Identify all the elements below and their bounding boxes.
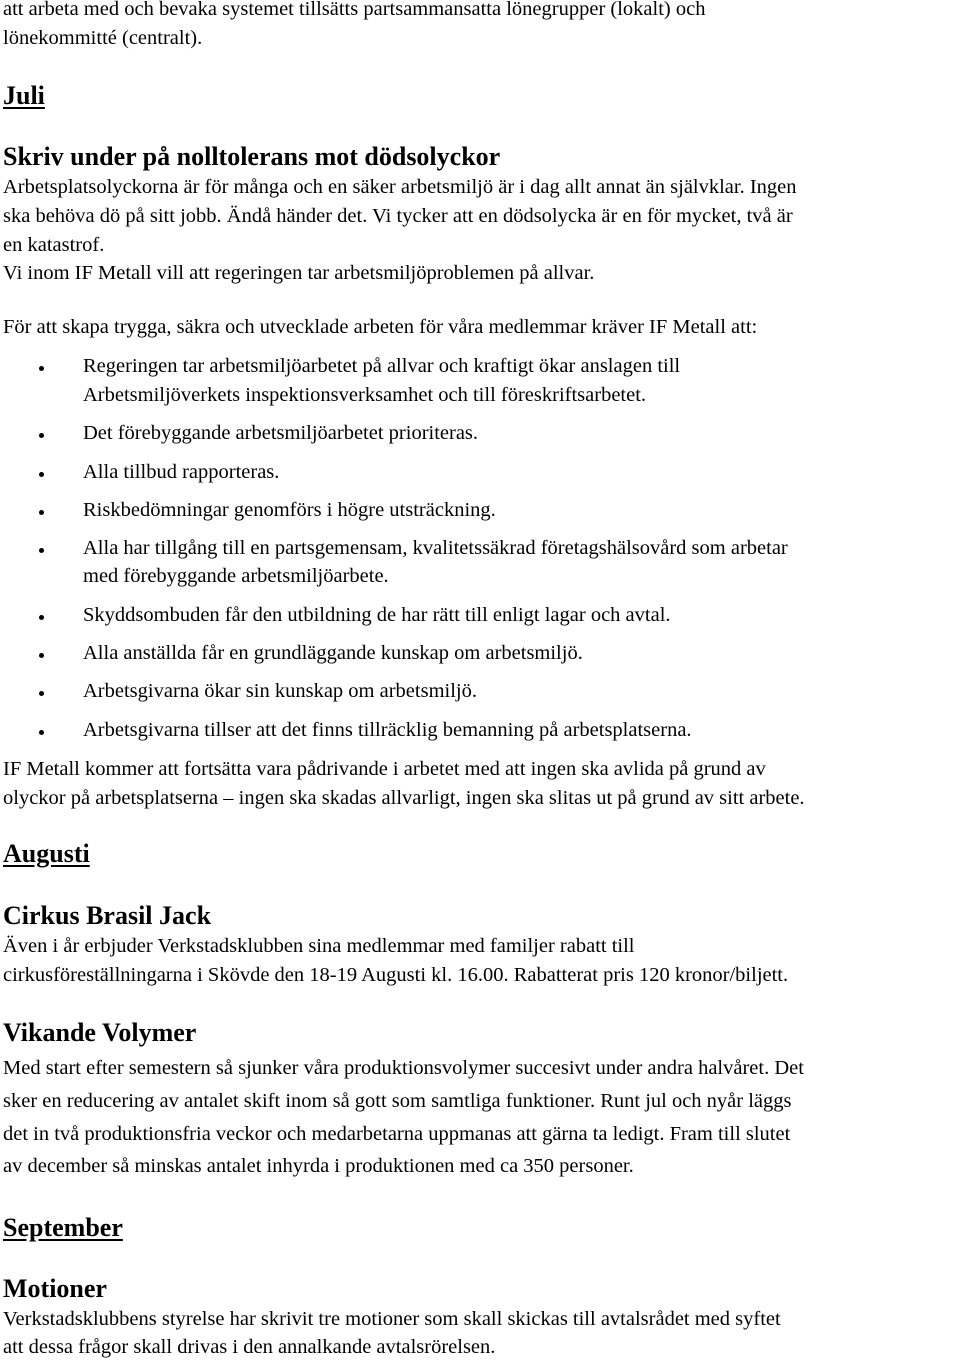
bullet-icon	[39, 472, 44, 477]
paragraph-line: Även i år erbjuder Verkstadsklubben sina medlemmar med familjer rabatt till	[3, 935, 635, 957]
paragraph-line: att dessa frågor skall drivas i den annalkande avtalsrörelsen.	[3, 1336, 496, 1358]
bullet-icon	[39, 653, 44, 658]
section-title-nolltolerans: Skriv under på nolltolerans mot dödsolyckor	[3, 142, 501, 171]
list-item-line: Regeringen tar arbetsmiljöarbetet på allvar och kraftigt ökar anslagen till	[83, 355, 681, 377]
paragraph-line: Arbetsplatsolyckorna är för många och en säker arbetsmiljö är i dag allt annat än självklar. Ingen	[3, 176, 797, 198]
paragraph-line: en katastrof.	[3, 234, 105, 256]
paragraph-line: Vi inom IF Metall vill att regeringen tar arbetsmiljöproblemen på allvar.	[3, 262, 595, 284]
list-item-line: Arbetsmiljöverkets inspektionsverksamhet och till föreskriftsarbetet.	[83, 384, 647, 406]
list-item-line: Alla tillbud rapporteras.	[83, 461, 280, 483]
closing-line: IF Metall kommer att fortsätta vara pådrivande i arbetet med att ingen ska avlida på grund av	[3, 758, 766, 780]
lead-in-text: För att skapa trygga, säkra och utvecklade arbeten för våra medlemmar kräver IF Metall att:	[3, 316, 758, 338]
section-title-motioner: Motioner	[3, 1274, 107, 1303]
list-item-line: Arbetsgivarna ökar sin kunskap om arbetsmiljö.	[83, 680, 477, 702]
section-title-cirkus: Cirkus Brasil Jack	[3, 901, 212, 930]
bullet-icon	[39, 615, 44, 620]
bullet-icon	[39, 730, 44, 735]
month-heading-september: September	[3, 1213, 123, 1242]
bullet-icon	[39, 548, 44, 553]
paragraph-line: cirkusföreställningarna i Skövde den 18-19 Augusti kl. 16.00. Rabatterat pris 120 kronor/biljett.	[3, 964, 789, 986]
list-item-line: Arbetsgivarna tillser att det finns tillräcklig bemanning på arbetsplatserna.	[83, 719, 692, 741]
bullet-icon	[39, 366, 44, 371]
paragraph-line: ska behöva dö på sitt jobb. Ändå händer det. Vi tycker att en dödsolycka är en för mycket, två är	[3, 205, 793, 227]
list-item-line: Det förebyggande arbetsmiljöarbetet prioriteras.	[83, 422, 479, 444]
list-item-line: Riskbedömningar genomförs i högre utsträckning.	[83, 499, 496, 521]
bullet-icon	[39, 691, 44, 696]
paragraph-line: av december så minskas antalet inhyrda i produktionen med ca 350 personer.	[3, 1155, 634, 1177]
paragraph-line: sker en reducering av antalet skift inom så gott som samtliga funktioner. Runt jul och nyår läggs	[3, 1090, 792, 1112]
paragraph-line: Med start efter semestern så sjunker våra produktionsvolymer succesivt under andra halvåret. Det	[3, 1057, 804, 1079]
list-item-line: med förebyggande arbetsmiljöarbete.	[83, 565, 389, 587]
list-item-line: Alla anställda får en grundläggande kunskap om arbetsmiljö.	[83, 642, 583, 664]
intro-line-1: att arbeta med och bevaka systemet tillsätts partsammansatta lönegrupper (lokalt) och	[3, 0, 706, 20]
paragraph-line: Verkstadsklubbens styrelse har skrivit tre motioner som skall skickas till avtalsrådet med syftet	[3, 1308, 781, 1330]
month-heading-juli: Juli	[3, 81, 45, 110]
bullet-icon	[39, 510, 44, 515]
section-title-volymer: Vikande Volymer	[3, 1018, 197, 1047]
bullet-icon	[39, 433, 44, 438]
closing-line: olyckor på arbetsplatserna – ingen ska skadas allvarligt, ingen ska slitas ut på grund av sitt arbete.	[3, 787, 805, 809]
paragraph-line: det in två produktionsfria veckor och medarbetarna uppmanas att gärna ta ledigt. Fram till slutet	[3, 1123, 791, 1145]
list-item-line: Alla har tillgång till en partsgemensam, kvalitetssäkrad företagshälsovård som arbetar	[83, 537, 788, 559]
month-heading-augusti: Augusti	[3, 839, 90, 868]
list-item-line: Skyddsombuden får den utbildning de har rätt till enligt lagar och avtal.	[83, 604, 671, 626]
intro-line-2: lönekommitté (centralt).	[3, 27, 203, 49]
